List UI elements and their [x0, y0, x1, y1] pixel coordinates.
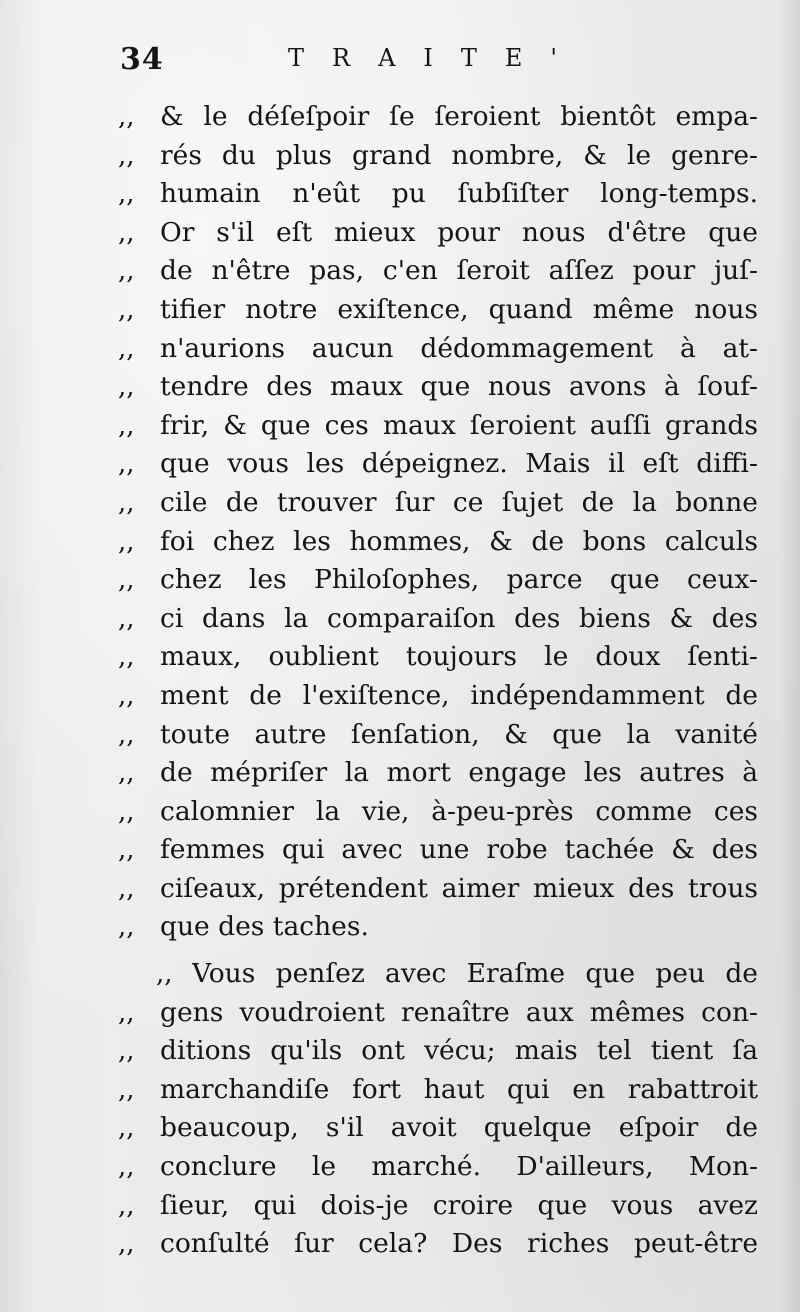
- quote-mark: ,,: [118, 487, 135, 518]
- text-line: [118, 638, 758, 677]
- quote-mark: ,,: [156, 959, 173, 990]
- quote-mark: ,,: [118, 333, 135, 364]
- line-text: que vous les dépeignez. Mais il eſt diffi-: [160, 448, 758, 480]
- quote-mark: ,,: [118, 1036, 135, 1067]
- body-text: [118, 98, 758, 1264]
- text-line: [118, 484, 758, 523]
- text-line: [118, 561, 758, 600]
- line-text: chez les Philoſophes, parce que ceux-: [160, 564, 758, 596]
- text-line: [118, 870, 758, 909]
- quote-mark: ,,: [118, 603, 135, 634]
- line-text: conſulté ſur cela? Des riches peut-être: [160, 1228, 758, 1260]
- text-line: [118, 330, 758, 369]
- quote-mark: ,,: [118, 256, 135, 287]
- text-line: [118, 1148, 758, 1187]
- line-text: tifier notre exiſtence, quand même nous: [160, 293, 758, 325]
- line-text: ment de l'exiſtence, indépendamment de: [160, 679, 758, 711]
- text-line: [118, 793, 758, 832]
- quote-mark: ,,: [118, 565, 135, 596]
- quote-mark: ,,: [118, 1152, 135, 1183]
- page-header: [120, 38, 760, 88]
- line-text: Vous penſez avec Eraſme que peu de: [192, 958, 758, 990]
- line-text: humain n'eût pu ſubſiſter long-temps.: [160, 178, 758, 210]
- text-line: [118, 291, 758, 330]
- quote-mark: ,,: [118, 1229, 135, 1260]
- text-line: [118, 677, 758, 716]
- text-line: [118, 600, 758, 639]
- line-text: & le déſeſpoir ſe ſeroient bientôt empa-: [160, 101, 758, 132]
- line-text: de n'être pas, c'en ſeroit aſſez pour juſ-: [160, 255, 758, 287]
- line-text: que des taches.: [160, 911, 369, 943]
- line-text: maux, oublient toujours le doux ſenti-: [160, 641, 758, 673]
- line-text: marchandiſe fort haut qui en rabattroit: [160, 1073, 758, 1105]
- quote-mark: ,,: [118, 796, 135, 827]
- line-text: ci dans la comparaiſon des biens & des: [160, 602, 758, 634]
- text-line: [118, 716, 758, 755]
- quote-mark: ,,: [118, 873, 135, 904]
- text-line: [118, 994, 758, 1033]
- quote-mark: ,,: [118, 372, 135, 403]
- line-text: calomnier la vie, à-peu-près comme ces: [160, 795, 758, 827]
- quote-mark: ,,: [118, 642, 135, 673]
- text-line: [118, 368, 758, 407]
- line-text: tendre des maux que nous avons à ſouf-: [160, 371, 758, 403]
- line-text: cile de trouver ſur ce ſujet de la bonne: [160, 486, 758, 518]
- quote-mark: ,,: [118, 1113, 135, 1144]
- line-text: ditions qu'ils ont vécu; mais tel tient ſa: [160, 1035, 758, 1067]
- line-text: beaucoup, s'il avoit quelque eſpoir de: [160, 1112, 758, 1144]
- line-text: de mépriſer la mort engage les autres à: [160, 757, 758, 789]
- text-line: [118, 445, 758, 484]
- line-text: n'aurions aucun dédommagement à at-: [160, 332, 758, 364]
- text-line: [118, 831, 758, 870]
- quote-mark: ,,: [118, 294, 135, 325]
- text-line: [118, 1071, 758, 1110]
- text-line: [118, 1032, 758, 1071]
- line-text: gens voudroient renaître aux mêmes con-: [160, 996, 758, 1028]
- quote-mark: ,,: [118, 835, 135, 866]
- line-text: rés du plus grand nombre, & le genre-: [160, 139, 758, 171]
- text-line: [118, 175, 758, 214]
- line-text: toute autre ſenſation, & que la vanité: [160, 718, 758, 750]
- text-line: [118, 1225, 758, 1264]
- quote-mark: ,,: [118, 680, 135, 711]
- text-line: [118, 754, 758, 793]
- quote-mark: ,,: [118, 912, 135, 943]
- line-text: conclure le marché. D'ailleurs, Mon-: [160, 1151, 758, 1183]
- paragraph-first-line: [118, 955, 758, 994]
- quote-mark: ,,: [118, 140, 135, 171]
- quote-mark: ,,: [118, 102, 135, 132]
- line-text: femmes qui avec une robe tachée & des: [160, 834, 758, 866]
- text-line: [118, 214, 758, 253]
- paragraph-gap: [118, 947, 758, 955]
- line-text: ſieur, qui dois-je croire que vous avez: [160, 1189, 758, 1221]
- running-head: TRAITE': [288, 44, 586, 72]
- line-text: ciſeaux, prétendent aimer mieux des trous: [160, 872, 758, 904]
- text-line: [118, 1109, 758, 1148]
- quote-mark: ,,: [118, 719, 135, 750]
- quote-mark: ,,: [118, 526, 135, 557]
- quote-mark: ,,: [118, 1190, 135, 1221]
- page-number: 34: [120, 42, 164, 77]
- quote-mark: ,,: [118, 410, 135, 441]
- quote-mark: ,,: [118, 758, 135, 789]
- quote-mark: ,,: [118, 1074, 135, 1105]
- text-line: [118, 252, 758, 291]
- line-text: Or s'il eſt mieux pour nous d'être que: [160, 216, 758, 248]
- quote-mark: ,,: [118, 217, 135, 248]
- text-line: [118, 523, 758, 562]
- line-text: foi chez les hommes, & de bons calculs: [160, 525, 758, 557]
- text-line: [118, 137, 758, 176]
- line-text: frir, & que ces maux ſeroient auſſi grands: [160, 409, 758, 441]
- text-line: [118, 98, 758, 137]
- text-line: [118, 407, 758, 446]
- quote-mark: ,,: [118, 449, 135, 480]
- text-line: [118, 908, 758, 947]
- quote-mark: ,,: [118, 997, 135, 1028]
- quote-mark: ,,: [118, 179, 135, 210]
- text-line: [118, 1187, 758, 1226]
